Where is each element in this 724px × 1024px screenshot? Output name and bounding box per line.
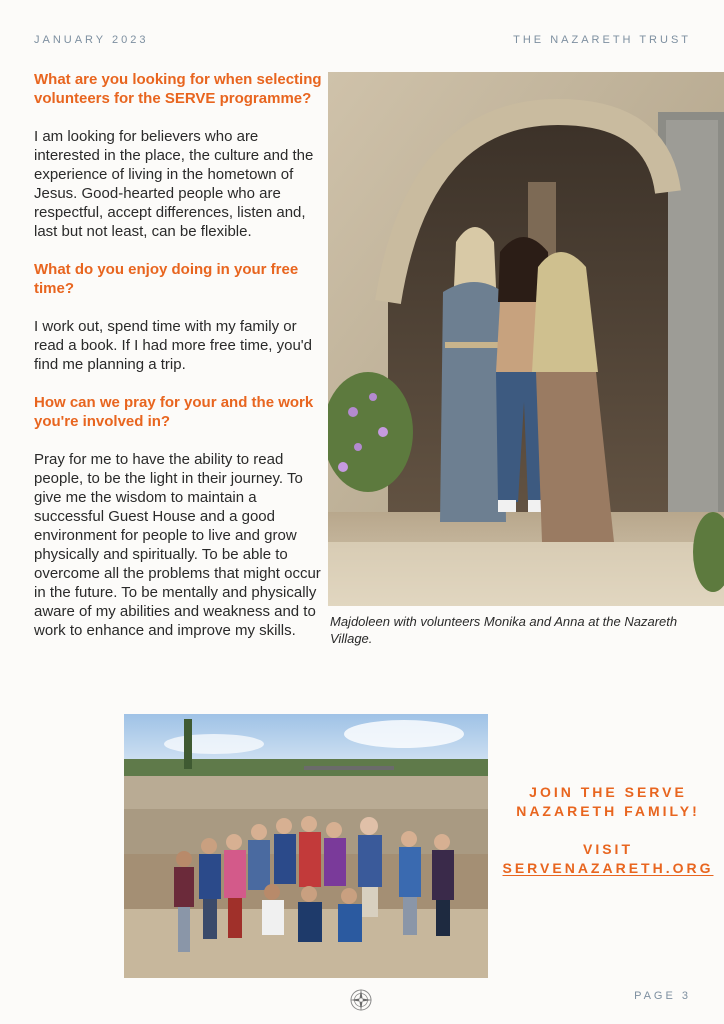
cta-block (492, 783, 724, 878)
question-2: What do you enjoy doing in your free time? (34, 261, 299, 297)
page-number: PAGE 3 (634, 990, 691, 1002)
publisher-name: THE NAZARETH TRUST (513, 34, 691, 46)
issue-date: JANUARY 2023 (34, 34, 149, 46)
question-3: How can we pray for your and the work you're involved in? (34, 394, 314, 430)
answer-3: Pray for me to have the ability to read people, to be the light in their journey. To give me the wisdom to maintain a successful Guest House and a good environment for people to live and grow physically and spiritually. To be able to overcome all the problems that might occur in the future. To be mentally and physically aware of my abilities and weakness and to work to enhance and improve my skills. (34, 451, 321, 639)
question-1: What are you looking for when selecting volunteers for the SERVE programme? (34, 71, 322, 107)
compass-emblem-icon (349, 988, 373, 1012)
cta-line-2: NAZARETH FAMILY! (516, 803, 700, 819)
interview-column (34, 70, 324, 640)
serve-nazareth-link[interactable]: SERVENAZARETH.ORG (502, 860, 714, 876)
group-photo (124, 714, 488, 978)
answer-1: I am looking for believers who are interested in the place, the culture and the experience of living in the hometown of Jesus. Good-hearted people who are respectful, accept differences, listen and, last but not least, can be flexible. (34, 128, 314, 240)
volunteers-photo (328, 72, 724, 606)
answer-2: I work out, spend time with my family or read a book. If I had more free time, you'd find me planning a trip. (34, 318, 313, 373)
cta-line-1: JOIN THE SERVE (529, 784, 687, 800)
photo-caption: Majdoleen with volunteers Monika and Anna at the Nazareth Village. (330, 614, 678, 646)
cta-visit: VISIT (582, 841, 633, 857)
